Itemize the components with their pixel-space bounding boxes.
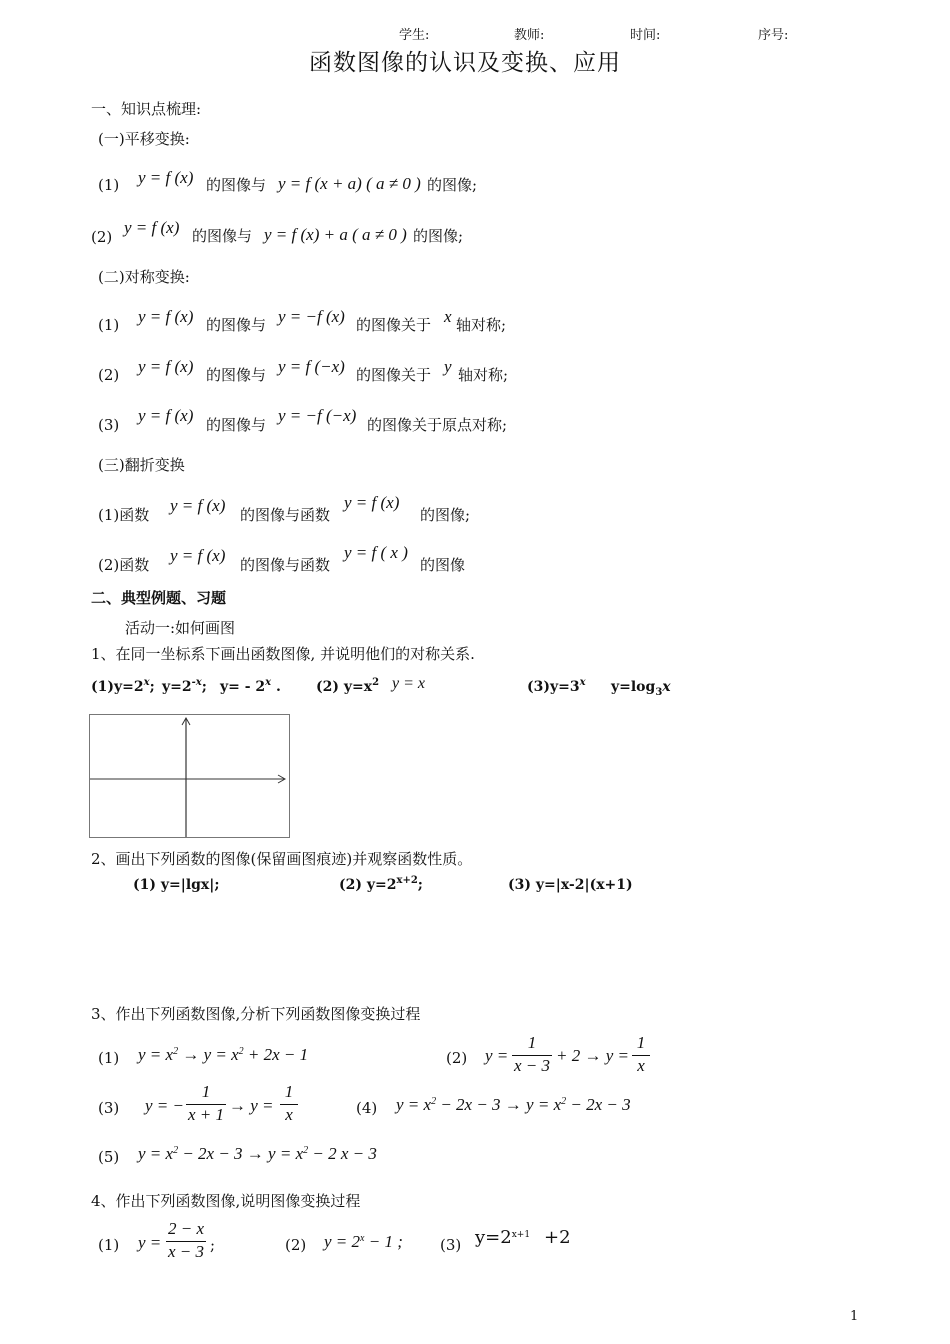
text: 轴对称; (456, 316, 507, 334)
q1-fn4 (316, 677, 379, 699)
exp: 2 (238, 1046, 244, 1057)
item-number: (2) (285, 1236, 307, 1254)
f: y = − (145, 1096, 184, 1115)
q3-formula-1 (138, 1045, 308, 1068)
fn-1: (1)y=2 (91, 679, 144, 695)
text: 的图像与函数 (240, 506, 331, 524)
variable: y (444, 357, 452, 376)
fn-3-sep: . (271, 679, 281, 695)
f: y = x (138, 1144, 174, 1163)
f: y=2 (475, 1227, 512, 1248)
subsection-heading: (一)平移变换: (98, 130, 190, 148)
f: + 2x − 1 (243, 1045, 309, 1064)
formula: y = f (x) + a ( a ≠ 0 ) (264, 225, 407, 244)
text: 的图像与 (206, 176, 267, 194)
exp: 2 (173, 1046, 179, 1057)
item-number: (1) (98, 316, 120, 334)
formula: y = f (x) (170, 546, 226, 565)
denominator: x (280, 1104, 298, 1125)
formula: y = f (x + a) ( a ≠ 0 ) (278, 174, 421, 193)
f: − 2x − 3 (566, 1095, 631, 1114)
q3-formula-4 (396, 1095, 631, 1118)
fn-3-exp: x (265, 677, 272, 688)
item-number: (1) (98, 1049, 120, 1067)
formula: y = f (x) (138, 406, 194, 425)
text: 的图像与 (206, 416, 267, 434)
fn-7: y=log (611, 679, 656, 695)
subsection-heading: (三)翻折变换 (98, 456, 185, 474)
f: − 2x − 3 → y = x (178, 1144, 304, 1163)
text: 的图像; (420, 506, 471, 524)
text: 的图像关于原点对称; (367, 416, 508, 434)
formula: y = f (x) (138, 357, 194, 376)
text: 的图像 (420, 556, 466, 574)
item-number: (1)函数 (98, 506, 150, 524)
numerator: 1 (527, 1033, 537, 1052)
text: 的图像与 (206, 366, 267, 384)
denominator: x − 3 (167, 1242, 205, 1261)
question-1: 1、在同一坐标系下画出函数图像, 并说明他们的对称关系. (91, 645, 475, 663)
fraction (280, 1082, 298, 1125)
q2-fn1: (1) y=|lgx|; (133, 877, 220, 893)
denominator: x + 1 (187, 1105, 225, 1124)
time-label: 时间: (630, 28, 661, 43)
axes-frame (90, 715, 290, 838)
q2-fn2-exp: x+2 (396, 875, 418, 886)
item-number: (2) (91, 228, 113, 246)
text: 的图像关于 (356, 366, 432, 384)
fn-6-exp: x (579, 677, 586, 688)
fraction (186, 1082, 226, 1125)
item-number: (3) (440, 1236, 462, 1254)
fraction (512, 1033, 552, 1076)
question-3: 3、作出下列函数图像,分析下列函数图像变换过程 (91, 1005, 421, 1023)
f: y = (138, 1233, 162, 1252)
coordinate-axes (89, 714, 291, 839)
exp: x (360, 1233, 365, 1244)
q1-fn2 (162, 677, 207, 699)
item-number: (5) (98, 1148, 120, 1166)
f: y = x (138, 1045, 174, 1064)
fraction (632, 1033, 650, 1076)
item-number: (3) (98, 1099, 120, 1117)
fn-2: y=2 (162, 679, 192, 695)
fraction (166, 1219, 206, 1262)
activity-heading: 活动一:如何画图 (125, 619, 236, 637)
q4-formula-2 (324, 1232, 403, 1255)
text: 的图像; (413, 227, 464, 245)
numerator: 1 (636, 1033, 646, 1052)
q2-fn2: (2) y=2 (339, 877, 397, 893)
q1-fn3 (220, 677, 281, 699)
formula: y = f (x) (344, 493, 400, 512)
fn-2-sep: ; (201, 679, 207, 695)
fn-3: y= - 2 (220, 679, 266, 695)
fn-7-x: x (662, 679, 671, 695)
f: − 1 ; (364, 1232, 403, 1251)
formula: y = f ( x ) (344, 543, 408, 562)
fn-2-exp: -x (191, 677, 202, 688)
formula: y = −f (−x) (278, 406, 357, 425)
formula: y = f (x) (170, 496, 226, 515)
formula: y = f (x) (138, 307, 194, 326)
f: − 2 x − 3 (308, 1144, 377, 1163)
item-number: (1) (98, 176, 120, 194)
denominator: x − 3 (513, 1056, 551, 1075)
teacher-label: 教师: (514, 28, 545, 43)
q1-fn6 (527, 677, 586, 699)
variable: x (444, 307, 452, 326)
student-label: 学生: (399, 28, 430, 43)
numerator: 1 (284, 1082, 294, 1101)
f: → y = (229, 1096, 274, 1115)
f: y = x (396, 1095, 432, 1114)
item-number: (2)函数 (98, 556, 150, 574)
q3-formula-5 (138, 1144, 377, 1167)
section-heading: 二、典型例题、习题 (91, 589, 227, 607)
q1-functions (91, 677, 155, 699)
f: + 2 → y = (556, 1046, 629, 1065)
formula: y = −f (x) (278, 307, 345, 326)
text: ; (210, 1236, 216, 1254)
page-number: 1 (850, 1309, 859, 1324)
formula: y = f (x) (138, 168, 194, 187)
q2-fn2-wrap (339, 875, 423, 897)
exp: 2 (431, 1096, 437, 1107)
subsection-heading: (二)对称变换: (98, 268, 190, 286)
item-number: (4) (356, 1099, 378, 1117)
text: 的图像与 (192, 227, 253, 245)
q2-fn2-sep: ; (417, 877, 423, 893)
text: 的图像关于 (356, 316, 432, 334)
text: 的图像与 (206, 316, 267, 334)
exp: x+1 (511, 1230, 531, 1240)
exp: 2 (173, 1145, 179, 1156)
fn-1-sep: ; (149, 679, 155, 695)
item-number: (2) (446, 1049, 468, 1067)
text: 的图像与函数 (240, 556, 331, 574)
q2-fn3: (3) y=|x-2|(x+1) (508, 877, 633, 893)
fn-5: y = x (392, 675, 425, 692)
fn-4: (2) y=x (316, 679, 373, 695)
item-number: (1) (98, 1236, 120, 1254)
text: 的图像; (427, 176, 478, 194)
formula: y = f (−x) (278, 357, 345, 376)
exp: 2 (303, 1145, 309, 1156)
numerator: 1 (201, 1082, 211, 1101)
fn-4-exp: 2 (372, 677, 380, 688)
text: 轴对称; (458, 366, 509, 384)
numerator: 2 − x (167, 1219, 205, 1238)
page-title: 函数图像的认识及变换、应用 (309, 50, 621, 76)
question-2: 2、画出下列函数的图像(保留画图痕迹)并观察函数性质。 (91, 850, 473, 868)
fn-7-base: 3 (655, 687, 663, 698)
f: y = (485, 1046, 509, 1065)
f: +2 (544, 1227, 571, 1248)
exp: 2 (561, 1096, 567, 1107)
question-4: 4、作出下列函数图像,说明图像变换过程 (91, 1192, 361, 1210)
f: y = 2 (324, 1232, 361, 1251)
section-heading: 一、知识点梳理: (91, 100, 202, 118)
denominator: x (632, 1055, 650, 1076)
item-number: (3) (98, 416, 120, 434)
fn-1-exp: x (143, 677, 150, 688)
f: − 2x − 3 → y = x (436, 1095, 562, 1114)
q4-formula-3 (475, 1228, 571, 1251)
item-number: (2) (98, 366, 120, 384)
q1-fn7 (611, 677, 671, 699)
fn-6: (3)y=3 (527, 679, 580, 695)
f: → y = x (178, 1045, 239, 1064)
formula: y = f (x) (124, 218, 180, 237)
serial-label: 序号: (758, 28, 789, 43)
